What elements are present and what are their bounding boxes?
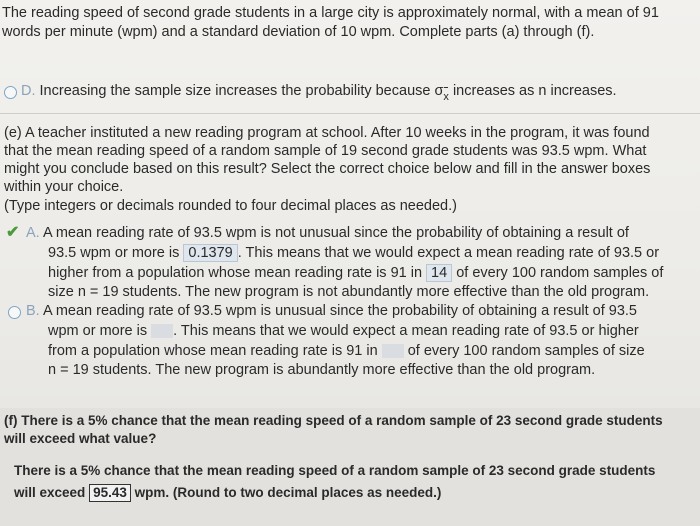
option-a-line-2 (48, 244, 659, 262)
part-f-answer-text: will exceed (14, 485, 86, 500)
option-d[interactable] (21, 82, 617, 101)
part-f-question-1: (f) There is a 5% chance that the mean reading speed of a random sample of 23 second grade students (4, 413, 663, 428)
option-b-probability-box[interactable] (151, 324, 173, 338)
option-b-line-2 (48, 322, 639, 340)
option-d-text-before: Increasing the sample size increases the probability because σ (39, 83, 444, 99)
option-b-line-1[interactable] (26, 302, 637, 320)
intro-line-2: words per minute (wpm) and a standard deviation of 10 wpm. Complete parts (a) through (f). (2, 24, 595, 40)
part-e-line-1: (e) A teacher instituted a new reading program at school. After 10 weeks in the program, it was found (4, 125, 650, 141)
checkmark-icon: ✔ (6, 224, 20, 241)
option-b-line-4: n = 19 students. The new program is abundantly more effective than the old program. (48, 362, 596, 378)
samples-answer-box[interactable]: 14 (426, 264, 452, 282)
option-a-line-1[interactable] (26, 224, 629, 242)
option-b-samples-box[interactable] (382, 344, 404, 358)
option-a-line-4: size n = 19 students. The new program is not abundantly more effective than the old program. (48, 284, 650, 300)
part-f-answer-2 (14, 484, 441, 502)
part-e-instructions: (Type integers or decimals rounded to four decimal places as needed.) (4, 198, 457, 214)
part-e-line-3: might you conclude based on this result? Select the correct choice below and fill in the answer boxes (4, 161, 651, 177)
option-a-text-2: 93.5 wpm or more is (48, 245, 180, 261)
option-a-line-3 (48, 264, 663, 282)
part-f-answer-text-b: wpm. (Round to two decimal places as needed.) (134, 485, 442, 500)
part-f-answer-1: There is a 5% chance that the mean reading speed of a random sample of 23 second grade students (14, 463, 656, 478)
option-b-text-1: A mean reading rate of 93.5 wpm is unusual since the probability of obtaining a result of 93.5 (42, 303, 637, 319)
intro-line-1: The reading speed of second grade students in a large city is approximately normal, with a mean of 91 (2, 5, 659, 21)
divider (0, 113, 700, 114)
option-b-line-3 (48, 342, 645, 360)
option-a-label: A. (26, 225, 40, 241)
exceed-value-answer-box[interactable]: 95.43 (89, 484, 131, 502)
part-f-question-2: will exceed what value? (4, 431, 157, 446)
sigma-xbar-subscript: x (443, 88, 449, 106)
part-e-line-4: within your choice. (4, 179, 124, 195)
probability-answer-box[interactable]: 0.1379 (183, 244, 237, 262)
option-a-text-2b: . This means that we would expect a mean reading rate of 93.5 or (237, 245, 660, 261)
option-d-text-after: increases as n increases. (452, 83, 617, 99)
part-e-line-2: that the mean reading speed of a random sample of 19 second grade students was 93.5 wpm. What (4, 143, 647, 159)
option-a-text-3: higher from a population whose mean reading rate is 91 in (48, 265, 423, 281)
option-b-text-3b: of every 100 random samples of size (407, 343, 645, 359)
option-b-radio[interactable] (8, 306, 21, 319)
option-b-text-3: from a population whose mean reading rate is 91 in (48, 343, 378, 359)
option-b-text-2: wpm or more is (48, 323, 148, 339)
option-b-text-2b: . This means that we would expect a mean reading rate of 93.5 or higher (173, 323, 639, 339)
option-d-label: D. (21, 83, 36, 99)
option-d-radio[interactable] (4, 86, 17, 99)
option-a-text-3b: of every 100 random samples of (456, 265, 664, 281)
option-b-label: B. (26, 303, 40, 319)
option-a-text-1: A mean reading rate of 93.5 wpm is not unusual since the probability of obtaining a result of (42, 225, 629, 241)
